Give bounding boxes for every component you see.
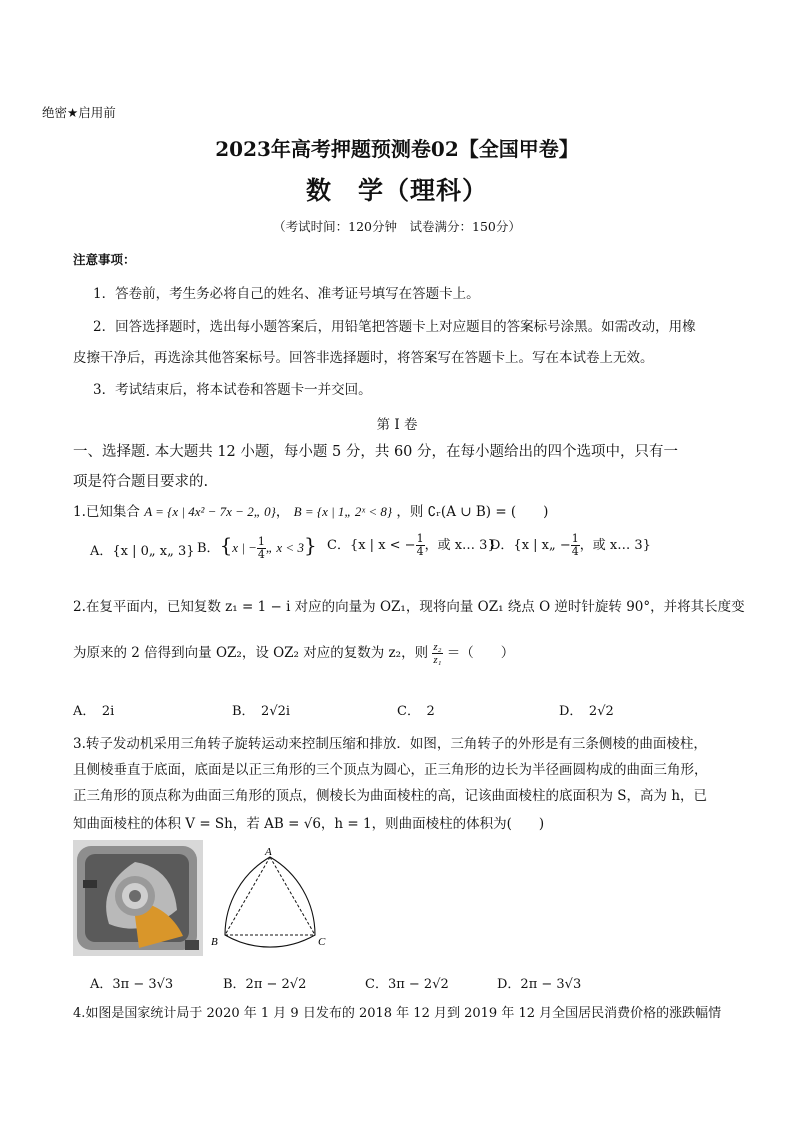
q1-option-d (490, 533, 651, 558)
q2-option-c: C． 2 (397, 704, 435, 719)
exam-title: 2023年高考押题预测卷02【全国甲卷】 (215, 137, 579, 161)
q2-option-d: D． 2√2 (559, 704, 614, 719)
q1-prefix: 1.已知集合 (73, 504, 140, 520)
notice-item: 皮擦干净后，再选涂其他答案标号。回答非选择题时，将答案写在答题卡上。写在本试卷上无效。 (73, 350, 654, 366)
vertex-label-b: B (211, 936, 218, 948)
fraction (257, 536, 266, 561)
q2-line2-pre: 为原来的 2 倍得到向量 OZ₂，设 OZ₂ 对应的复数为 z₂，则 (73, 645, 429, 661)
q3-option-c: C．3π − 2√2 (365, 977, 449, 992)
notice-heading: 注意事项： (73, 252, 136, 267)
reuleaux-triangle-figure (205, 845, 335, 955)
vertex-label-a: A (265, 846, 272, 858)
q1-option-c (327, 533, 496, 558)
q1-c-pre: C．{x | x < − (327, 538, 416, 553)
fraction-num: 1 (416, 532, 424, 545)
notice-item: 2．回答选择题时，选出每小题答案后，用铅笔把答题卡上对应题目的答案标号涂黑。如需改动，用橡 (93, 319, 696, 335)
question-3-stem-line: 且侧棱垂直于底面，底面是以正三角形的三个顶点为圆心，正三角形的边长为半径画圆构成的曲面三角形， (73, 762, 708, 778)
question-3-stem-line: 正三角形的顶点称为曲面三角形的顶点，侧棱长为曲面棱柱的高，记该曲面棱柱的底面积为 S，高为 h，已 (73, 788, 708, 804)
section-instructions-line: 一、选择题. 本大题共 12 小题，每小题 5 分，共 60 分，在每小题给出的四个选项中，只有一 (73, 444, 678, 460)
q2-line2-post: ＝（ ） (446, 645, 515, 661)
fraction (571, 533, 580, 558)
q2-option-b: B． 2√2i (232, 704, 291, 719)
fraction-den: z₁ (433, 654, 442, 666)
q3-option-d: D．2π − 3√3 (497, 977, 582, 992)
fraction-den: 4 (257, 548, 265, 561)
notice-item: 1．答卷前，考生务必将自己的姓名、准考证号填写在答题卡上。 (93, 286, 480, 302)
fraction-den: 4 (571, 545, 579, 558)
notice-item: 3．考试结束后，将本试卷和答题卡一并交回。 (93, 382, 372, 398)
question-3-stem-line: 知曲面棱柱的体积 V = Sh，若 AB = √6，h = 1，则曲面棱柱的体积为( ) (73, 816, 545, 832)
question-3-stem-line: 3.转子发动机采用三角转子旋转运动来控制压缩和排放．如图，三角转子的外形是有三条侧棱的曲面棱柱， (73, 736, 707, 752)
fraction-num: 1 (571, 532, 579, 545)
rotary-engine-photo (73, 840, 203, 956)
fraction (432, 641, 442, 666)
exam-info: （考试时间：120分钟 试卷满分：150分） (273, 219, 521, 234)
q1-d-pre: D．{x | x„ − (490, 538, 571, 553)
subject-title: 数 学（理科） (305, 176, 488, 205)
fraction-num: z₂ (433, 641, 442, 653)
vertex-label-c: C (318, 936, 326, 948)
q2-option-a: A． 2i (73, 704, 115, 719)
question-1-stem: 1.已知集合 A = {x | 4x² − 7x − 2„ 0}， B = {x | 1„ 2ˣ < 8} ，则 ∁ᵣ(A ∪ B) = ( ) (73, 504, 549, 520)
section-instructions-line: 项是符合题目要求的. (73, 474, 209, 490)
q1-d-post: ，或 x… 3} (579, 538, 651, 553)
q1-option-b: B．{x | − $\frac{1}{4}$ „ x < 3} (197, 533, 317, 561)
q1-ask: ，则 ∁ᵣ(A ∪ B) = ( ) (396, 504, 549, 520)
q1-c-post: ，或 x… 3} (424, 538, 496, 553)
fraction-den: 4 (416, 545, 424, 558)
question-2-stem-line: 2.在复平面内，已知复数 z₁ = 1 − i 对应的向量为 OZ₁，现将向量 OZ₁ 绕点 O 逆时针旋转 90°，并将其长度变 (73, 599, 745, 615)
q1-b-post: „ x < 3 (265, 540, 304, 555)
fraction (416, 533, 425, 558)
q3-option-b: B．2π − 2√2 (223, 977, 307, 992)
part-title: 第 I 卷 (376, 417, 418, 433)
q1-option-a: A．{x | 0„ x„ 3} (90, 544, 195, 559)
q1-set-b: B = {x | 1„ 2ˣ < 8} (293, 504, 393, 519)
fraction-num: 1 (257, 535, 265, 548)
q3-option-a: A．3π − 3√3 (90, 977, 174, 992)
q1-set-a: A = {x | 4x² − 7x − 2„ 0} (144, 504, 276, 519)
option-label: B． (197, 541, 220, 556)
secret-label: 绝密★启用前 (42, 105, 116, 120)
question-2-stem-line (73, 641, 514, 666)
q1-b-set: x | − (232, 540, 257, 555)
question-4-stem-line: 4.如图是国家统计局于 2020 年 1 月 9 日发布的 2018 年 12 月到 2019 年 12 月全国居民消费价格的涨跌幅情 (73, 1006, 722, 1021)
